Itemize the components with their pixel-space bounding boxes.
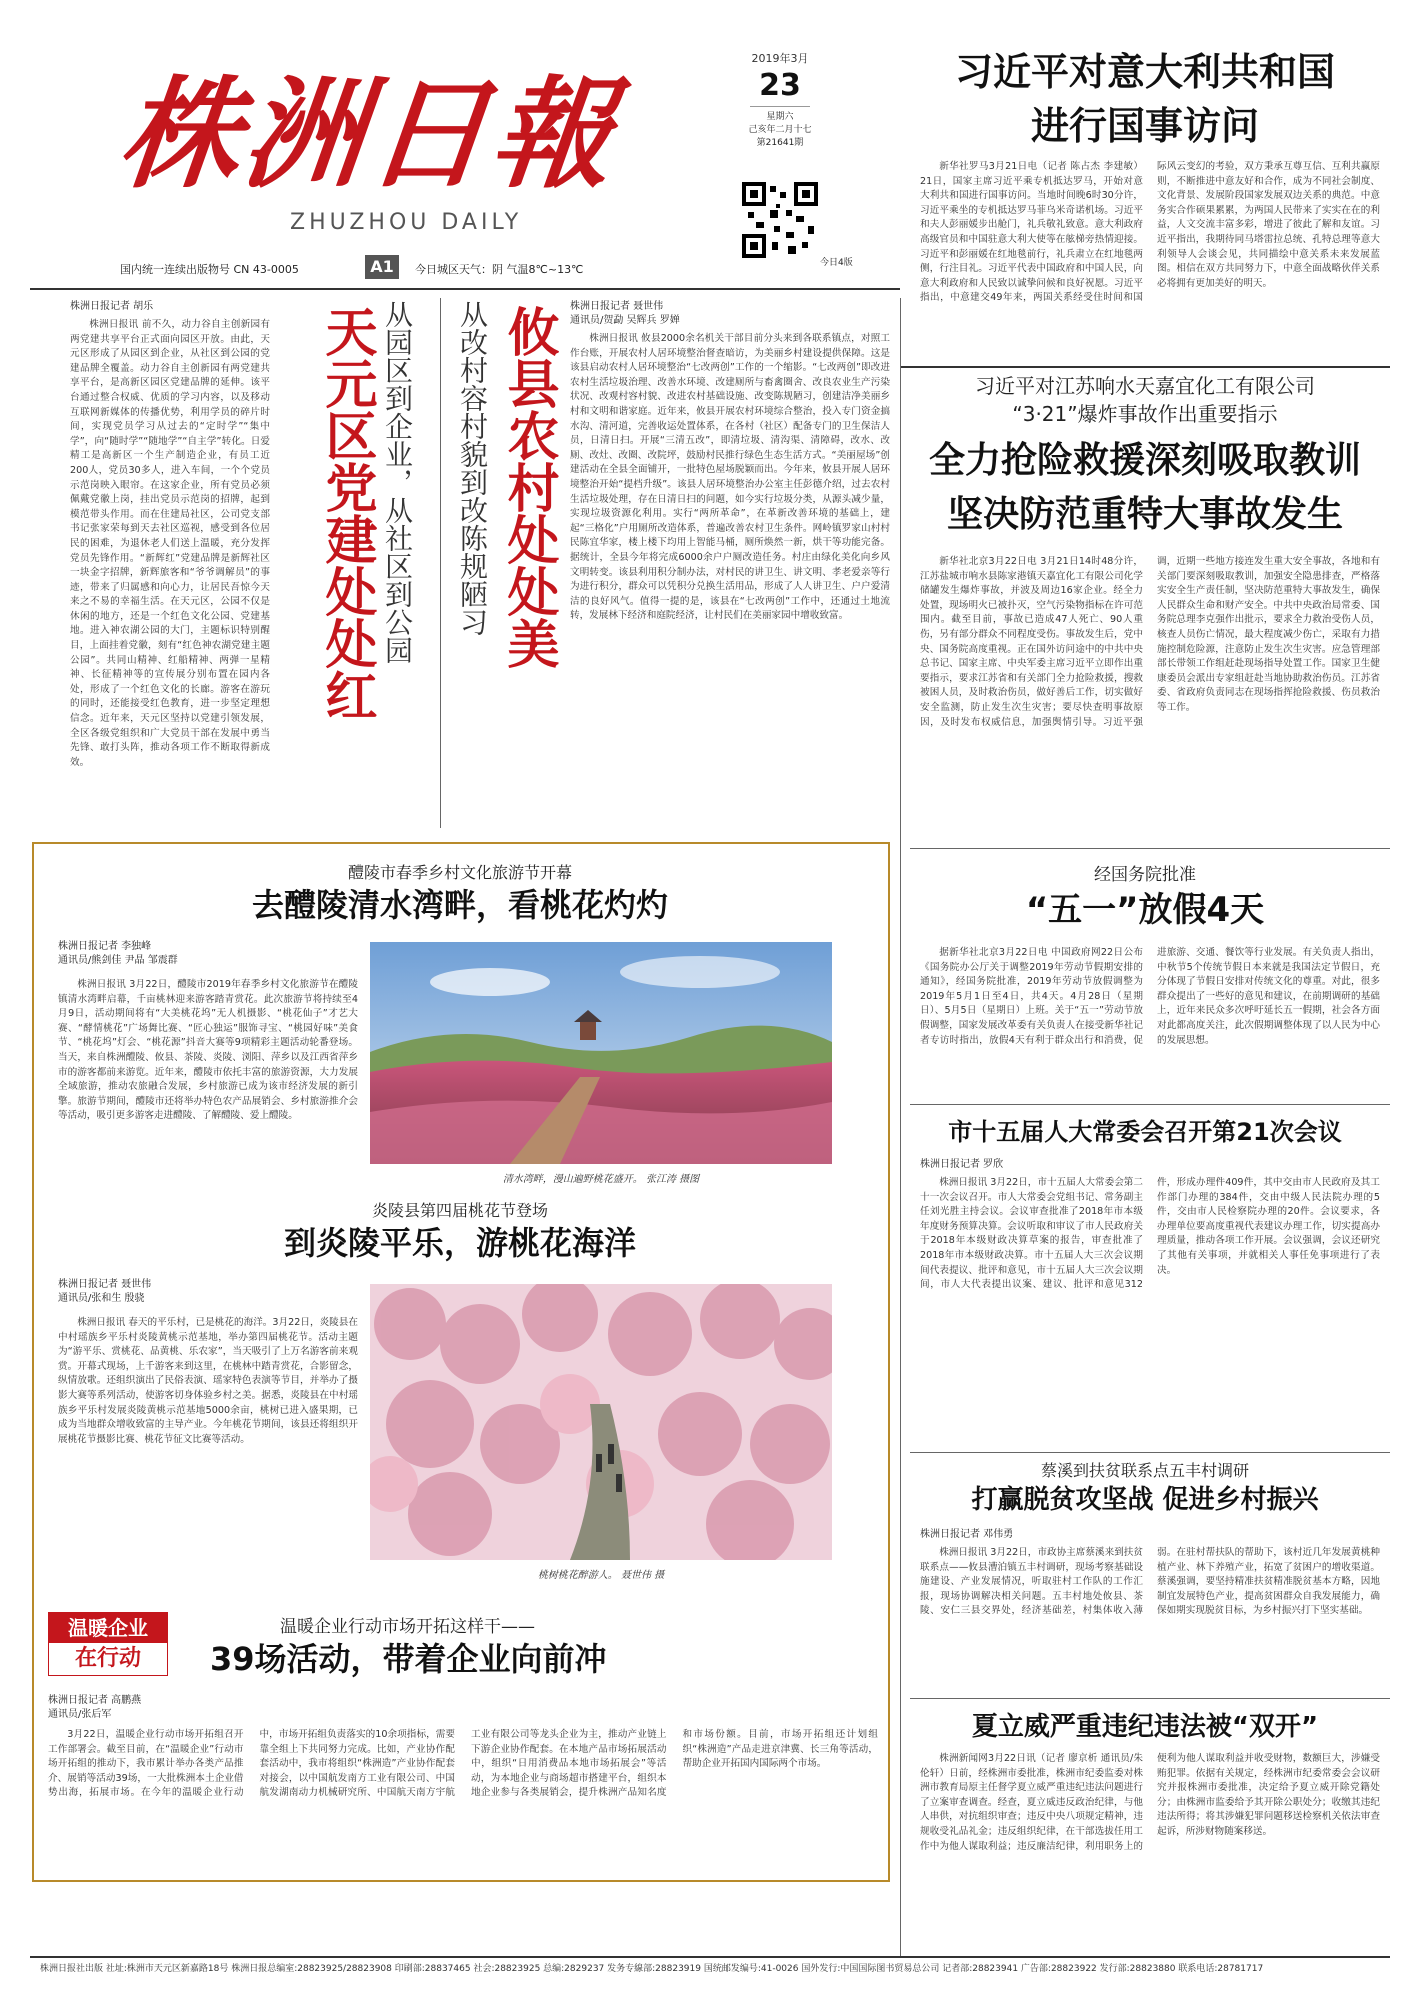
qr-code xyxy=(740,180,820,260)
holiday-headline: “五一”放假4天 xyxy=(1025,890,1265,930)
yanling-kicker: 炎陵县第四届桃花节登场 xyxy=(371,1201,548,1220)
poverty-body: 株洲日报讯 3月22日，市政协主席蔡溪来到扶贫联系点——攸县漕泊镇五丰村调研，现场考察基础设施建设、产业发展情况，听取驻村工作队的工作汇报，现场协调解决相关问题。五丰村地处攸县、茶陵、安仁三县交界处，经济基础差，村集体收入薄弱。在驻村帮扶队的帮助下，该村近几年发展黄桃种植产业、林下养殖产业，拓宽了贫困户的增收渠道。蔡溪强调，要坚持精准扶贫精准脱贫基本方略，因地制宜发展特色产业，提高贫困群众自我发展能力，确保如期实现脱贫目标，为乡村振兴打下坚实基础。 xyxy=(920,1547,1380,1617)
yanling-byline: 株洲日报记者 聂世伟 通讯员/张和生 殷骁 xyxy=(58,1279,152,1304)
yanling-photo xyxy=(370,1284,832,1560)
yanling-caption: 桃树桃花醉游人。 聂世伟 摄 xyxy=(537,1570,665,1581)
mid-body: 株洲日报讯 攸县2000余名机关干部目前分头来到各联系镇点，对照工作台账，开展农村人居环境整治督查暗访，为美丽乡村建设提供保障。这是该县启动农村人居环境整治“七改两创”工作的一个缩影。“七改两创”即改进农村生活垃圾治理、改善水环境、改建厕所与畜禽圈舍、改良农业生产污染状况、改观村容村貌、改进农村基础设施、改变陈规陋习，创建洁净美丽乡村和文明和谐家庭。近年来，攸县开展农村环境综合整治，投入专门资金搞水沟、清河道，完善收运处置体系，在各村（社区）配备专门的卫生保洁人员，日清日扫。开展“三清五改”，即清垃圾、清沟渠、清障碍，改水、改厕、改灶、改圈、改院坪，鼓励村民推行绿色生态生活方式。“美丽屋场”创建活动在全县全面铺开，一批特色屋场脱颖而出。今年来，攸县开展人居环境整治开始“提档升级”。该县人居环境整治办公室主任彭德介绍，过去农村生活垃圾处理，存在日清日扫的问题，如今实行垃圾分类，从源头减少量，实现垃圾资源化利用。实行“两所革命”，在革新改善环境的基础上，建起“三格化”户用厕所改造体系，普遍改善农村卫生条件。网岭镇罗家山村村民陈宜华家，楼上楼下均用上智能马桶，厕所焕然一新，烘干等功能完备。据统计，全县今年将完成6000余户户厕改造任务。村庄由绿化美化向乡风文明转变。该县利用积分制办法，对村民的讲卫生、讲文明、孝老爱亲等行为进行积分，群众可以凭积分兑换生活用品，形成了人人讲卫生、户户爱清洁的良好风气。值得一提的是，该县在“七改两创”工作中，还通过土地流转，发展林下经济和庭院经济，让村民们在美丽家园中增收致富。 xyxy=(570,333,890,622)
liling-caption: 清水湾畔，漫山遍野桃花盛开。 张江涛 摄图 xyxy=(502,1174,700,1185)
enterprise-badge xyxy=(48,1612,168,1676)
mid-title: 攸县农村处处美 xyxy=(498,305,558,669)
second-kicker: 习近平对江苏响水天嘉宜化工有限公司 “3·21”爆炸事故作出重要指示 xyxy=(975,374,1315,426)
footer: 株洲日报社出版 社址:株洲市天元区新嘉路18号 株洲日报总编室:28823925/28823908 印刷部:28837465 社会:28823925 总编:2829237 发务专線部:28823919 国统邮发编号:41-0026 国外发行:中国国际图书贸易总公司 记者部:28823941 广告部:28823922 发行部:28823880 联系电话:28781717 xyxy=(40,1964,1264,1974)
left-body: 株洲日报讯 前不久，动力谷自主创新园有两党建共享平台正式面向园区开放。由此，天元区形成了从园区到企业，从社区到公园的党建品牌全覆盖。动力谷自主创新园有两党建共享平台，是高新区园区党建品牌的延伸。该平台通过整合权威、优质的学习内容，以及移动互联网新媒体的传播优势，利用学员的碎片时间，实现党员学习从过去的“定时学”“集中学”，向“随时学”“随地学”“自主学”转化。日爱精工是高新区一个生产制造企业，有员工近200人，党员30多人，进入车间，一个个党员示范岗映入眼帘。在这家企业，所有党员必须佩戴党徽上岗，挂出党员示范岗的招牌，起到模范带头作用。而在住建局社区，公司党支部书记张家荣每到天去社区巡视，感受到各位居民的困难，为退休老人们送上温暖，充分发挥党员先锋作用。“新辉红”党建品牌是新辉社区一块金字招牌，新辉旅客和“爷爷调解员”的事迹，带来了归属感和向心力，让居民吾惊今天来之不易的幸福生活。在天元区，公园不仅是休闲的地方，还是一个红色文化公园、党建基地。进入神农湖公园的大门，主题标识特别醒目，上面挂着党徽，刻有“红色神农湖党建主题公园”。共同山精神、红船精神、两弹一星精神、长征精神等的宣传展分别布置在园内各处，形成了一个红色文化的长廊。游客在游玩的同时，还能接受红色教育，进一步坚定理想信念。近年来，天元区坚持以党建引领发展，全区各级党组织和广大党员干部在发展中勇当先锋、敢打头阵，推动各项工作不断取得新成效。 xyxy=(70,319,270,768)
english-name: ZHUZHOU DAILY xyxy=(290,210,523,235)
date-box xyxy=(730,50,830,180)
npc-headline: 市十五届人大常委会召开第21次会议 xyxy=(948,1118,1342,1146)
page-count: 今日4版 xyxy=(820,258,853,268)
weather: 今日城区天气：阴 气温8℃~13℃ xyxy=(415,263,584,276)
badge-line1: 温暖企业 xyxy=(49,1613,167,1643)
issue-number: 第21641期 xyxy=(756,138,804,148)
enterprise-headline: 39场活动，带着企业向前冲 xyxy=(210,1640,607,1678)
year-month: 2019年3月 xyxy=(751,52,809,65)
liling-byline: 株洲日报记者 李独峰 通讯员/熊剑佳 尹晶 邹震群 xyxy=(58,941,178,966)
discipline-headline: 夏立威严重违纪违法被“双开” xyxy=(971,1712,1319,1742)
left-subtitle: 从园区到企业，从社区到公园 xyxy=(381,300,414,664)
mid-byline: 株洲日报记者 聂世伟 通讯员/贺勐 吴辉兵 罗婵 xyxy=(570,301,680,326)
badge-line2: 在行动 xyxy=(74,1646,141,1671)
left-title: 天元区党建处处红 xyxy=(316,305,376,721)
poverty-byline: 株洲日报记者 邓伟勇 xyxy=(920,1529,1014,1540)
newspaper-logo: 株洲日報 xyxy=(112,64,624,205)
second-body: 新华社北京3月22日电 3月21日14时48分许，江苏盐城市响水县陈家港镇天嘉宜化工有限公司化学储罐发生爆炸事故，并波及周边16家企业。经全力处置，现场明火已被扑灭，空气污染物指标在许可范围内。截至目前，事故已造成47人死亡、90人重伤，另有部分群众不同程度受伤。事故发生后，党中央、国务院高度重视。正在国外访问途中的中共中央总书记、国家主席、中央军委主席习近平立即作出重要指示，要求江苏省和有关部门全力抢险救援，搜救被困人员，及时救治伤员，做好善后工作，切实做好安全监测，防止发生次生灾害；要尽快查明事故原因，及时发布权威信息，加强舆情引导。习近平强调，近期一些地方接连发生重大安全事故，各地和有关部门要深刻吸取教训，加强安全隐患排查，严格落实安全生产责任制，坚决防范重特大事故发生，确保人民群众生命和财产安全。中共中央政治局常委、国务院总理李克强作出批示，要求全力救治受伤人员，核查人员伤亡情况，最大程度减少伤亡，采取有力措施控制危险源，注意防止发生次生灾害。应急管理部部长带领工作组赶赴现场指导处置工作。国家卫生健康委员会派出专家组赶赴当地协助救治伤员。江苏省委、省政府负责同志在现场指挥抢险救援、伤员救治等工作。 xyxy=(920,556,1380,728)
page-label: A1 xyxy=(365,255,399,279)
holiday-kicker: 经国务院批准 xyxy=(1094,865,1196,885)
holiday-body: 据新华社北京3月22日电 中国政府网22日公布《国务院办公厅关于调整2019年劳动节假期安排的通知》，经国务院批准，2019年劳动节放假调整为2019年5月1日至4日，共4天。4月28日（星期日）、5月5日（星期日）上班。关于“五一”劳动节放假调整，国家发展改革委有关负责人在接受新华社记者专访时指出，放假4天有利于群众出行和消费，促进旅游、交通、餐饮等行业发展。有关负责人指出，中秋节5个传统节假日本来就是我国法定节假日，充分体现了节假日安排对传统文化的尊重。对此，很多群众提出了一些好的意见和建议，在前期调研的基础上，近年来民众多次呼吁延长五一假期，社会各方面对此都高度关注，此次假期调整体现了以人民为中心的发展思想。 xyxy=(920,947,1380,1046)
npc-byline: 株洲日报记者 罗欣 xyxy=(920,1159,1004,1170)
enterprise-byline: 株洲日报记者 高鹏燕 通讯员/张后军 xyxy=(48,1695,142,1720)
day: 23 xyxy=(759,68,801,103)
discipline-body: 株洲新闻网3月22日讯（记者 廖京析 通讯员/朱伦轩）日前，经株洲市委批准，株洲市纪委监委对株洲市教育局原主任督学夏立威严重违纪违法问题进行了立案审查调查。经查，夏立威违反政治纪律，与他人串供，对抗组织审查；违反中央八项规定精神，违规收受礼品礼金；违反组织纪律，在干部选拔任用工作中为他人谋取利益；违反廉洁纪律，利用职务上的便利为他人谋取利益并收受财物，数额巨大，涉嫌受贿犯罪。依据有关规定，经株洲市纪委常委会会议研究并报株洲市委批准，决定给予夏立威开除党籍处分；由株洲市监委给予其开除公职处分；收缴其违纪违法所得；将其涉嫌犯罪问题移送检察机关依法审查起诉，所涉财物随案移送。 xyxy=(920,1753,1380,1852)
liling-headline: 去醴陵清水湾畔，看桃花灼灼 xyxy=(251,886,668,924)
enterprise-body: 3月22日，温暖企业行动市场开拓组召开工作部署会。截至目前，在“温暖企业”行动市场开拓组的推动下，我市累计举办各类产品推介、展销等活动39场，一大批株洲本土企业借势出海，拓展市场。在今年的温暖企业行动中，市场开拓组负责落实的10余项指标，需要靠全组上下共同努力完成。比如，产业协作配套活动中，我市将组织“株洲造”产业协作配套对接会，以中国航发南方工业有限公司、中国航发湖南动力机械研究所、中国航天南方宇航工业有限公司等龙头企业为主，推动产业链上下游企业协作配套。在本地产品市场拓展活动中，组织“日用消费品本地市场拓展会”等活动，为本地企业与商场超市搭建平台，组织本地企业参与各类展销会，提升株洲产品知名度和市场份额。目前，市场开拓组还计划组织“株洲造”产品走进京津冀、长三角等活动，帮助企业开拓国内国际两个市场。 xyxy=(48,1729,878,1799)
lead-body: 新华社罗马3月21日电（记者 陈占杰 李建敏）21日，国家主席习近平乘专机抵达罗马，开始对意大利共和国进行国事访问。当地时间晚6时30分许，习近平乘坐的专机抵达罗马菲乌米奇诺机场。习近平和夫人彭丽媛步出舱门，礼兵敬礼致意。意大利政府高级官员和中国驻意大利大使等在舷梯旁热情迎接。习近平和彭丽媛在红地毯前行，礼兵肃立在红地毯两侧，行注目礼。习近平代表中国政府和中国人民，向意大利政府和人民致以诚挚问候和良好祝愿。习近平指出，中意建交49年来，两国关系经受住时间和国际风云变幻的考验，双方秉承互尊互信、互利共赢原则，不断推进中意友好和合作，成为不同社会制度、文化背景、发展阶段国家发展双边关系的典范。中意务实合作硕果累累，为两国人民带来了实实在在的利益，人文交流丰富多彩，增进了彼此了解和友谊。习近平指出，我期待同马塔雷拉总统、孔特总理等意大利领导人会谈会见，共同描绘中意关系未来发展蓝图。相信在双方共同努力下，中意全面战略伙伴关系必将拥有更加美好的明天。 xyxy=(920,161,1380,304)
left-byline: 株洲日报记者 胡乐 xyxy=(70,301,154,312)
masthead-info-bar xyxy=(60,255,900,281)
second-headline: 全力抢险救援深刻吸取教训 坚决防范重特大事故发生 xyxy=(928,440,1361,535)
poverty-kicker: 蔡溪到扶贫联系点五丰村调研 xyxy=(1040,1461,1249,1480)
enterprise-kicker: 温暖企业行动市场开拓这样干—— xyxy=(280,1617,535,1637)
npc-body: 株洲日报讯 3月22日，市十五届人大常委会第二十一次会议召开。市人大常委会党组书记、常务副主任刘光胜主持会议。会议审查批准了2018年市本级年度财务预算决算。会议听取和审议了市人民政府关于2018年本级财政决算草案的报告，审查批准了2018年市本级财政决算。市十五届人大三次会议期间代表提议、批评和意见，市十五届人大三次会议期间，市人大代表提出议案、建议、批评和意见312件，形成办理件409件，其中交由市人民政府及其工作部门办理的384件，交由中级人民法院办理的5件，交由市人民检察院办理的20件。会议要求，各办理单位要高度重视代表建议办理工作，切实提高办理质量，推动各项工作开展。会议强调，会议还研究了其他有关事项，并就相关人事任免事项进行了表决。 xyxy=(920,1177,1380,1291)
mid-subtitle: 从改村容村貌到改陈规陋习 xyxy=(456,300,489,636)
weekday: 星期六 xyxy=(766,112,794,122)
liling-photo xyxy=(370,942,832,1164)
liling-kicker: 醴陵市春季乡村文化旅游节开幕 xyxy=(347,863,572,882)
cn-number: 国内统一连续出版物号 CN 43-0005 xyxy=(120,263,299,276)
poverty-headline: 打赢脱贫攻坚战 促进乡村振兴 xyxy=(971,1485,1319,1515)
masthead xyxy=(60,30,900,290)
lunar-date: 己亥年二月十七 xyxy=(748,125,812,135)
lead-headline: 习近平对意大利共和国 进行国事访问 xyxy=(954,50,1335,148)
liling-body: 株洲日报讯 3月22日，醴陵市2019年春季乡村文化旅游节在醴陵镇清水湾畔启幕，千亩桃林迎来游客踏青赏花。此次旅游节将持续至4月9日，活动期间将有“大美桃花坞”无人机摄影、“桃花仙子”才艺大赛、“酵情桃花”广场舞比赛、“匠心独运”服饰寻宝、“桃园好味”美食节、“桃花坞”灯会、“桃花源”抖音大赛等9项精彩主题活动轮番登场。当天，来自株洲醴陵、攸县、茶陵、炎陵、浏阳、萍乡以及江西省萍乡市的游客都前来游览。近年来，醴陵市依托丰富的旅游资源，大力发展全域旅游，推动农旅融合发展，乡村旅游已成为该市经济发展的新引擎。旅游节期间，醴陵市还将举办特色农产品展销会、乡村旅游推介会等活动，吸引更多游客走进醴陵、了解醴陵、爱上醴陵。 xyxy=(58,979,358,1122)
yanling-body: 株洲日报讯 春天的平乐村，已是桃花的海洋。3月22日，炎陵县在中村瑶族乡平乐村炎陵黄桃示范基地，举办第四届桃花节。活动主题为“游平乐、赏桃花、品黄桃、乐农家”，当天吸引了上万名游客前来观赏。开幕式现场，上千游客来到这里，在桃林中踏青赏花，合影留念，纵情放歌。还组织演出了民俗表演、瑶家特色表演等节目，并举办了摄影大赛等系列活动，使游客切身体验乡村之美。据悉，炎陵县在中村瑶族乡平乐村发展炎陵黄桃示范基地5000余亩，桃树已进入盛果期，已成为当地群众增收致富的主导产业。今年桃花节期间，该县还将组织开展桃花节摄影比赛、桃花节征文比赛等活动。 xyxy=(58,1317,358,1445)
yanling-headline: 到炎陵平乐，游桃花海洋 xyxy=(283,1224,636,1262)
